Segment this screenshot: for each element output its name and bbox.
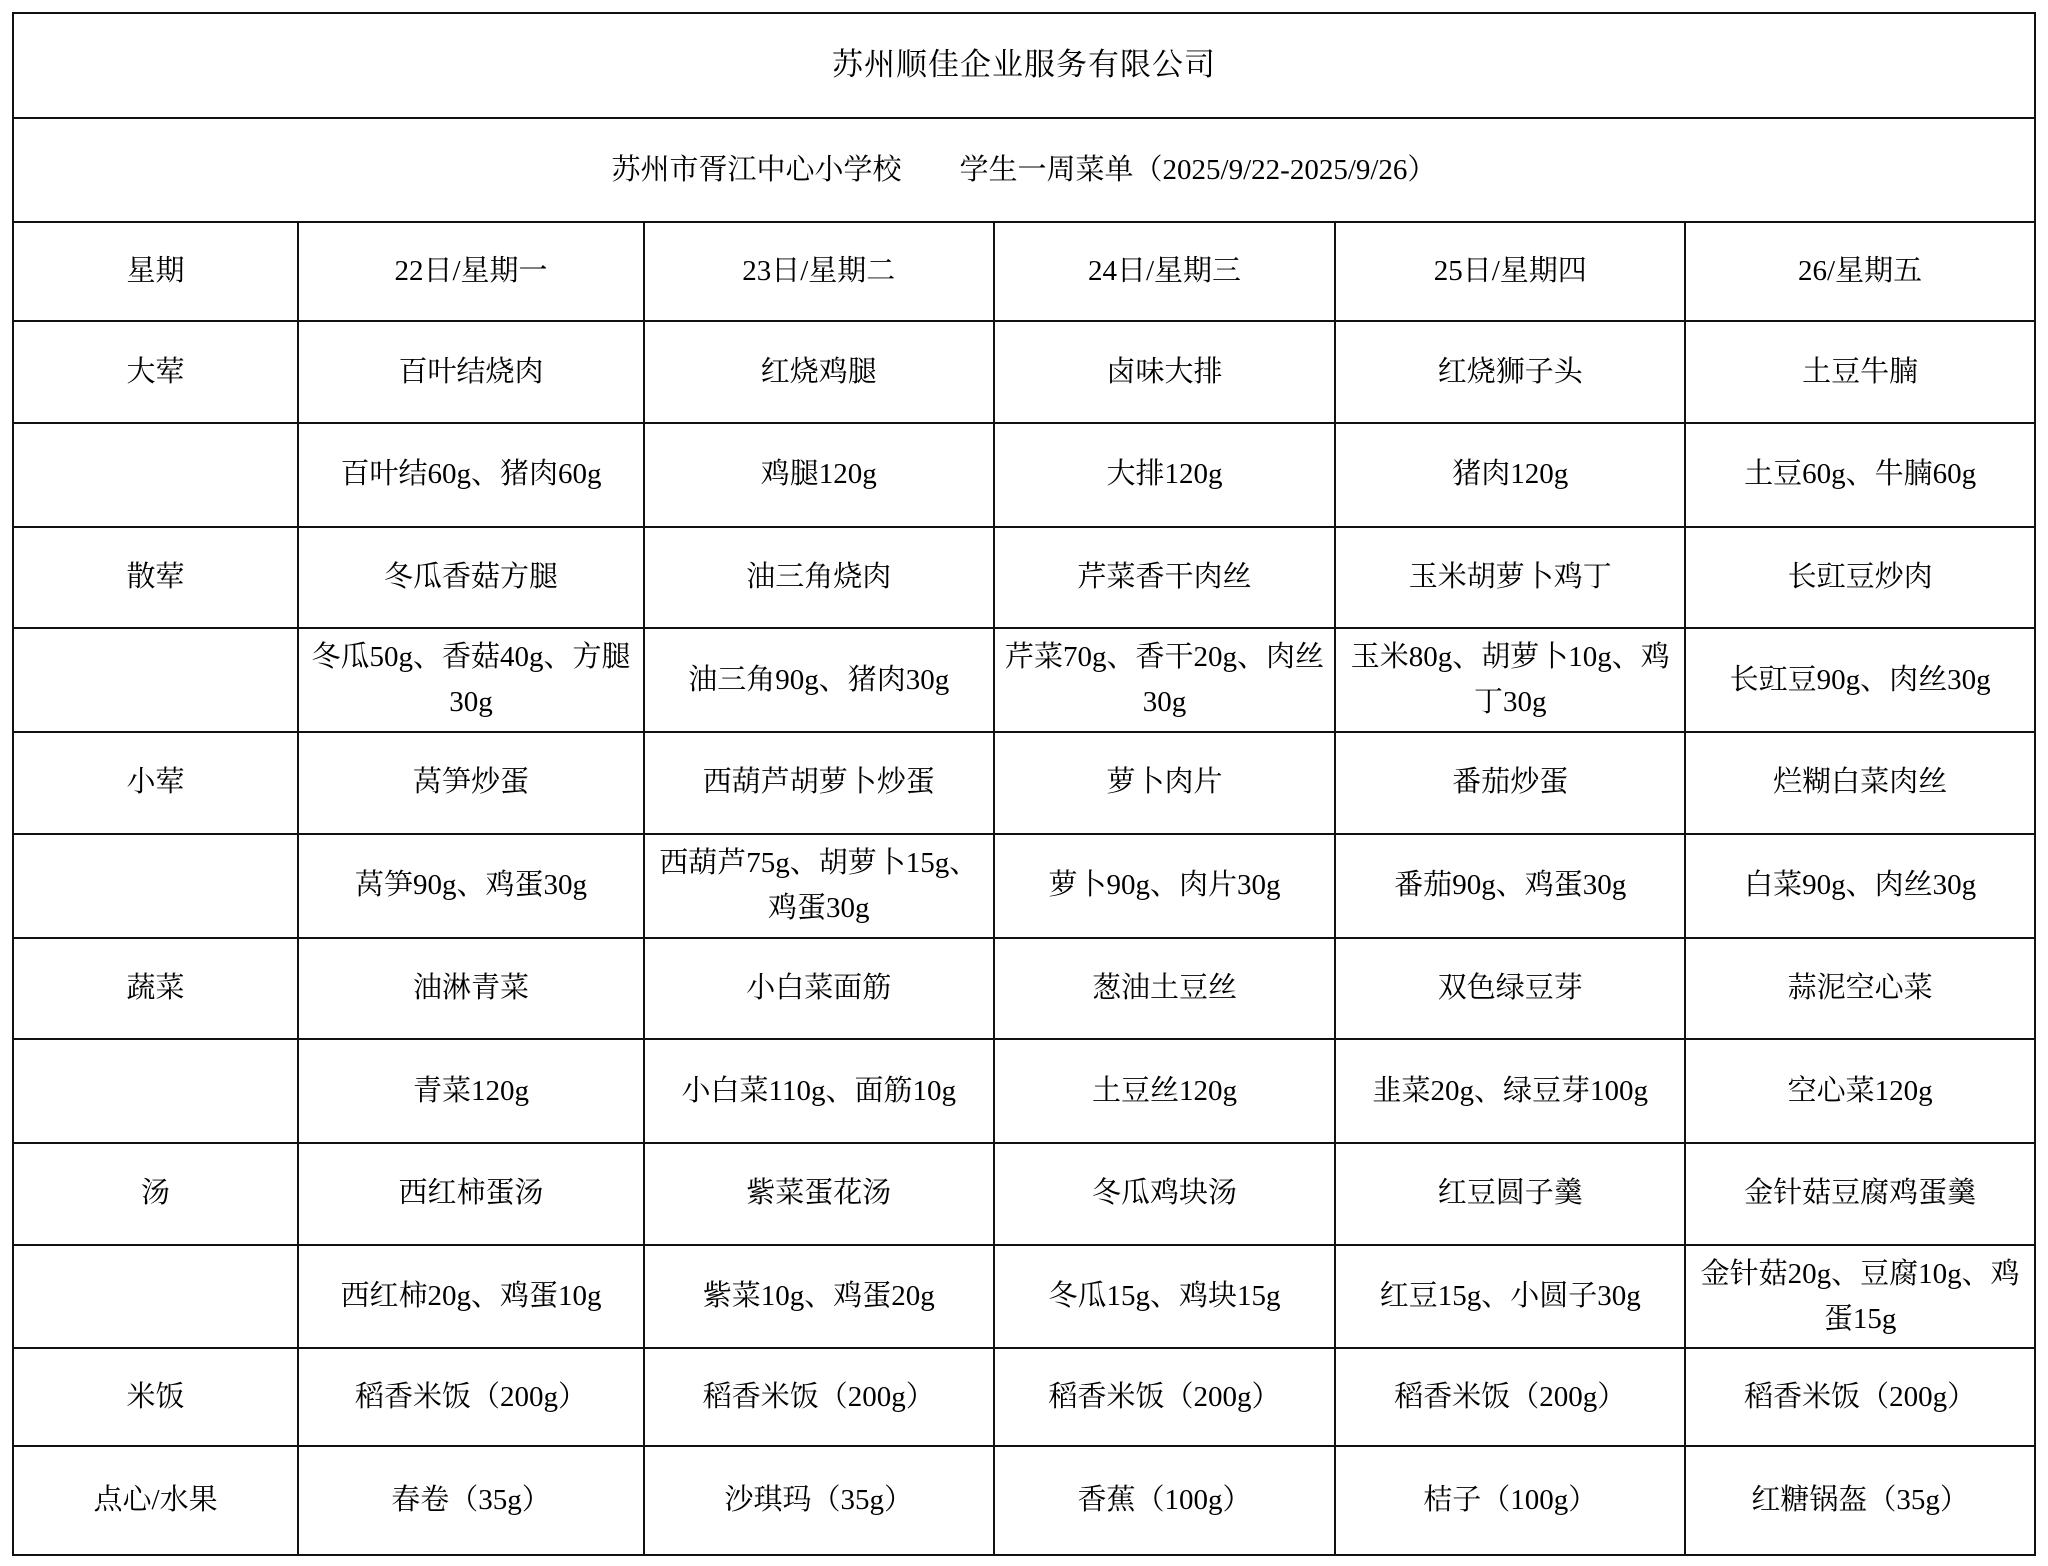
menu-table [12,12,2036,1556]
day-header-cell: 23日/星期二 [644,222,994,321]
quantity-cell: 空心菜120g [1685,1039,2035,1143]
dish-cell: 萝卜肉片 [994,732,1336,834]
weekly-menu-table [12,12,2036,1556]
dish-cell: 葱油土豆丝 [994,938,1336,1040]
day-header-cell: 24日/星期三 [994,222,1336,321]
dish-cell: 金针菇豆腐鸡蛋羹 [1685,1143,2035,1245]
small-meat-qty-row [13,834,2035,938]
category-cell-empty [13,423,298,527]
dish-cell: 冬瓜香菇方腿 [298,527,644,629]
quantity-cell: 小白菜110g、面筋10g [644,1039,994,1143]
rice-cell: 稻香米饭（200g） [1685,1348,2035,1446]
dish-cell: 冬瓜鸡块汤 [994,1143,1336,1245]
quantity-cell: 猪肉120g [1335,423,1685,527]
quantity-cell: 百叶结60g、猪肉60g [298,423,644,527]
quantity-cell: 金针菇20g、豆腐10g、鸡蛋15g [1685,1245,2035,1349]
menu-title: 苏州市胥江中心小学校 学生一周菜单（2025/9/22-2025/9/26） [13,118,2035,223]
dish-cell: 莴笋炒蛋 [298,732,644,834]
mixed-meat-dish-row [13,527,2035,629]
dessert-cell: 桔子（100g） [1335,1446,1685,1555]
dish-cell: 紫菜蛋花汤 [644,1143,994,1245]
rice-cell: 稻香米饭（200g） [298,1348,644,1446]
quantity-cell: 玉米80g、胡萝卜10g、鸡丁30g [1335,628,1685,732]
category-cell-empty [13,1245,298,1349]
dish-cell: 西葫芦胡萝卜炒蛋 [644,732,994,834]
dessert-cell: 香蕉（100g） [994,1446,1336,1555]
dish-cell: 西红柿蛋汤 [298,1143,644,1245]
dish-cell: 蒜泥空心菜 [1685,938,2035,1040]
quantity-cell: 土豆60g、牛腩60g [1685,423,2035,527]
quantity-cell: 油三角90g、猪肉30g [644,628,994,732]
category-cell: 小荤 [13,732,298,834]
soup-dish-row [13,1143,2035,1245]
rice-row [13,1348,2035,1446]
quantity-cell: 白菜90g、肉丝30g [1685,834,2035,938]
dish-cell: 土豆牛腩 [1685,321,2035,423]
company-title: 苏州顺佳企业服务有限公司 [13,13,2035,118]
quantity-cell: 土豆丝120g [994,1039,1336,1143]
small-meat-dish-row [13,732,2035,834]
dish-cell: 小白菜面筋 [644,938,994,1040]
dish-cell: 油淋青菜 [298,938,644,1040]
quantity-cell: 番茄90g、鸡蛋30g [1335,834,1685,938]
category-cell: 米饭 [13,1348,298,1446]
dish-cell: 百叶结烧肉 [298,321,644,423]
dessert-fruit-row [13,1446,2035,1555]
quantity-cell: 西葫芦75g、胡萝卜15g、鸡蛋30g [644,834,994,938]
main-meat-qty-row [13,423,2035,527]
quantity-cell: 大排120g [994,423,1336,527]
day-header-cell: 25日/星期四 [1335,222,1685,321]
category-cell: 大荤 [13,321,298,423]
dish-cell: 红烧鸡腿 [644,321,994,423]
dish-cell: 芹菜香干肉丝 [994,527,1336,629]
rice-cell: 稻香米饭（200g） [994,1348,1336,1446]
rice-cell: 稻香米饭（200g） [1335,1348,1685,1446]
dish-cell: 红烧狮子头 [1335,321,1685,423]
dessert-cell: 沙琪玛（35g） [644,1446,994,1555]
quantity-cell: 冬瓜15g、鸡块15g [994,1245,1336,1349]
dessert-cell: 春卷（35g） [298,1446,644,1555]
category-cell: 点心/水果 [13,1446,298,1555]
day-header-cell: 22日/星期一 [298,222,644,321]
quantity-cell: 莴笋90g、鸡蛋30g [298,834,644,938]
quantity-cell: 西红柿20g、鸡蛋10g [298,1245,644,1349]
quantity-cell: 芹菜70g、香干20g、肉丝30g [994,628,1336,732]
dish-cell: 番茄炒蛋 [1335,732,1685,834]
dish-cell: 长豇豆炒肉 [1685,527,2035,629]
dish-cell: 玉米胡萝卜鸡丁 [1335,527,1685,629]
dish-cell: 卤味大排 [994,321,1336,423]
quantity-cell: 长豇豆90g、肉丝30g [1685,628,2035,732]
menu-subtitle-row [13,118,2035,223]
quantity-cell: 萝卜90g、肉片30g [994,834,1336,938]
day-header-cell: 26/星期五 [1685,222,2035,321]
vegetable-dish-row [13,938,2035,1040]
category-cell: 蔬菜 [13,938,298,1040]
category-cell-empty [13,1039,298,1143]
company-title-row [13,13,2035,118]
week-label-cell: 星期 [13,222,298,321]
category-cell-empty [13,834,298,938]
main-meat-dish-row [13,321,2035,423]
dish-cell: 油三角烧肉 [644,527,994,629]
vegetable-qty-row [13,1039,2035,1143]
quantity-cell: 冬瓜50g、香菇40g、方腿30g [298,628,644,732]
quantity-cell: 青菜120g [298,1039,644,1143]
quantity-cell: 紫菜10g、鸡蛋20g [644,1245,994,1349]
day-header-row [13,222,2035,321]
rice-cell: 稻香米饭（200g） [644,1348,994,1446]
dessert-cell: 红糖锅盔（35g） [1685,1446,2035,1555]
category-cell-empty [13,628,298,732]
category-cell: 散荤 [13,527,298,629]
soup-qty-row [13,1245,2035,1349]
dish-cell: 双色绿豆芽 [1335,938,1685,1040]
dish-cell: 红豆圆子羹 [1335,1143,1685,1245]
quantity-cell: 鸡腿120g [644,423,994,527]
quantity-cell: 韭菜20g、绿豆芽100g [1335,1039,1685,1143]
category-cell: 汤 [13,1143,298,1245]
mixed-meat-qty-row [13,628,2035,732]
quantity-cell: 红豆15g、小圆子30g [1335,1245,1685,1349]
dish-cell: 烂糊白菜肉丝 [1685,732,2035,834]
